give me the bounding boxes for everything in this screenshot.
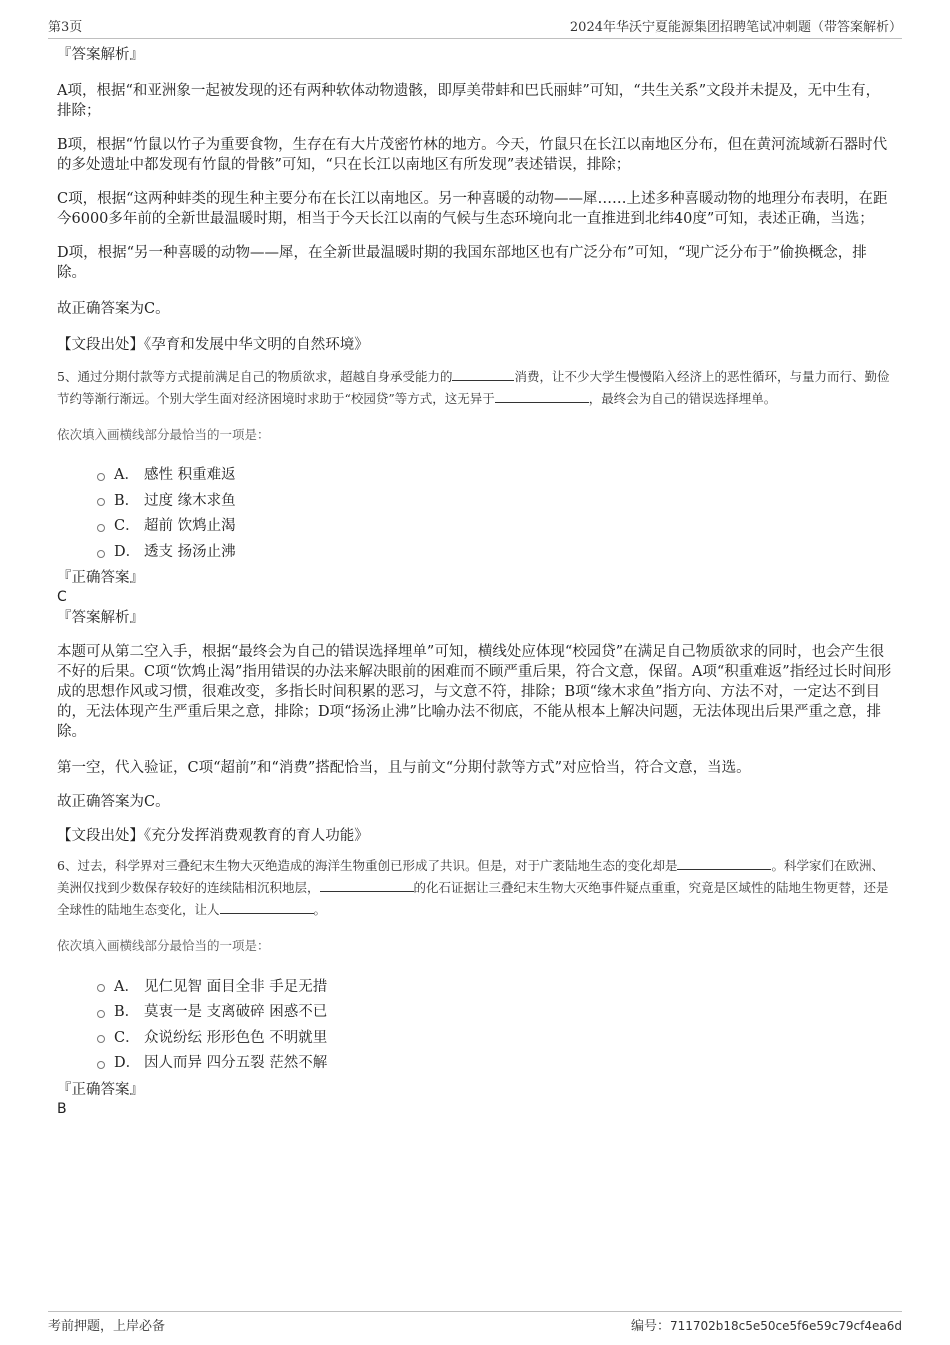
radio-icon[interactable] bbox=[97, 473, 105, 481]
radio-icon[interactable] bbox=[97, 1035, 105, 1043]
option-key: D． bbox=[114, 544, 141, 561]
option-key: B． bbox=[114, 492, 140, 509]
answer-blank bbox=[320, 878, 414, 892]
option-text: 感性 积重难返 bbox=[144, 467, 236, 484]
radio-icon[interactable] bbox=[97, 984, 105, 992]
code-label: 编号： bbox=[630, 1319, 670, 1334]
footer-code bbox=[631, 1315, 902, 1334]
question-text: 5、通过分期付款等方式提前满足自己的物质欲求，超越自身承受能力的 bbox=[57, 369, 453, 384]
page-footer bbox=[48, 1311, 902, 1334]
radio-icon[interactable] bbox=[97, 1061, 105, 1069]
analysis-paragraph: 第一空，代入验证，C项“超前”和“消费”搭配恰当，且与前文“分期付款等方式”对应恰当，符合文意，当选。 bbox=[57, 760, 751, 777]
answer-blank bbox=[452, 367, 514, 381]
answer-blank bbox=[495, 389, 589, 403]
question-instruction: 依次填入画横线部分最恰当的一项是： bbox=[57, 427, 270, 442]
analysis-tag: 『答案解析』 bbox=[57, 47, 144, 63]
option-key: C． bbox=[114, 1029, 140, 1046]
question-text: 6、过去，科学界对三叠纪末生物大灭绝造成的海洋生物重创已形成了共识。但是，对于广袤陆地生态的变化却是 bbox=[57, 858, 678, 874]
page-number: 第3页 bbox=[48, 20, 83, 35]
question-5-stem bbox=[57, 366, 893, 410]
answer-blank bbox=[677, 856, 771, 870]
analysis-paragraph: 本题可从第二空入手，根据“最终会为自己的错误选择埋单”可知，横线处应体现“校园贷”在满足自己物质欲求的同时，也会产生很不好的后果。C项“饮鸩止渴”指用错误的办法来解决眼前的困难而不顾严重后果，符合文意，保留。A项“积重难返”指经过长时间形成的思想作风或习惯，很难改变，多指长时间积累的恶习，与文意不符，排除；B项“缘木求鱼”指方向、方法不对，一定达不到目的，无法体现产生严重后果之意，排除；D项“扬汤止沸”比喻办法不彻底，不能从根本上解决问题，无法体现出后果严重之意，排除。 bbox=[57, 644, 892, 741]
question-5-options bbox=[97, 461, 893, 563]
answer-conclusion: 故正确答案为C。 bbox=[57, 301, 170, 317]
footer-slogan: 考前押题，上岸必备 bbox=[48, 1319, 166, 1334]
page-header bbox=[48, 16, 902, 39]
option-text: 众说纷纭 形形色色 不明就里 bbox=[144, 1029, 328, 1046]
option-b[interactable] bbox=[97, 487, 893, 513]
question-6-stem bbox=[57, 855, 893, 921]
radio-icon[interactable] bbox=[97, 498, 105, 506]
correct-answer-tag: 『正确答案』 bbox=[57, 570, 144, 587]
option-text: 过度 缘木求鱼 bbox=[144, 492, 236, 509]
option-c[interactable] bbox=[97, 512, 893, 538]
source-citation: 【文段出处】《充分发挥消费观教育的育人功能》 bbox=[57, 828, 369, 845]
option-c[interactable] bbox=[97, 1024, 893, 1050]
code-value: 711702b18c5e50ce5f6e59c79cf4ea6d bbox=[669, 1319, 902, 1333]
correct-answer-tag: 『正确答案』 bbox=[57, 1081, 144, 1098]
source-citation: 【文段出处】《孕育和发展中华文明的自然环境》 bbox=[57, 337, 369, 353]
radio-icon[interactable] bbox=[97, 524, 105, 532]
option-key: D． bbox=[114, 1055, 141, 1072]
page-content bbox=[57, 46, 893, 1119]
question-text: 消费，让不少大学生慢慢陷入经济上的恶性循环，与量力而行、勤俭节约等渐行渐远。个别大学生面对经济困境时求助于“校园贷”等方式，这无异于 bbox=[57, 369, 890, 406]
option-a[interactable] bbox=[97, 461, 893, 487]
answer-conclusion: 故正确答案为C。 bbox=[57, 794, 170, 811]
option-a[interactable] bbox=[97, 972, 893, 998]
question-text: ，最终会为自己的错误选择埋单。 bbox=[588, 391, 777, 406]
analysis-paragraph-b: B项，根据“竹鼠以竹子为重要食物，生存在有大片茂密竹林的地方。今天，竹鼠只在长江以南地区分布，但在黄河流域新石器时代的多处遗址中都发现有竹鼠的骨骸”可知，“只在长江以南地区有所发现”表述错误，排除； bbox=[57, 137, 888, 173]
option-text: 超前 饮鸩止渴 bbox=[144, 518, 236, 535]
option-text: 见仁见智 面目全非 手足无措 bbox=[144, 978, 328, 995]
radio-icon[interactable] bbox=[97, 550, 105, 558]
analysis-tag: 『答案解析』 bbox=[57, 610, 144, 627]
correct-answer: C bbox=[57, 589, 67, 606]
option-key: A． bbox=[114, 467, 139, 484]
option-key: C． bbox=[114, 518, 140, 535]
correct-answer: B bbox=[57, 1100, 67, 1117]
option-text: 莫衷一是 支离破碎 困惑不已 bbox=[144, 1004, 328, 1021]
answer-blank bbox=[220, 900, 314, 914]
analysis-paragraph-a: A项，根据“和亚洲象一起被发现的还有两种软体动物遗骸，即厚美带蚌和巴氏丽蚌”可知，“共生关系”文段并未提及，无中生有，排除； bbox=[57, 83, 881, 119]
option-key: A． bbox=[114, 978, 139, 995]
analysis-paragraph-c: C项，根据“这两种蚌类的现生种主要分布在长江以南地区。另一种喜暖的动物——犀……上述多种喜暖动物的地理分布表明，在距今6000多年前的全新世最温暖时期，相当于今天长江以南的气候与生态环境向北一直推进到北纬40度”可知，表述正确，当选； bbox=[57, 191, 888, 227]
question-text: 。科学家们在欧洲、美洲仅找到少数保存较好的连续陆相沉积地层， bbox=[57, 858, 884, 896]
option-d[interactable] bbox=[97, 538, 893, 564]
question-6-options bbox=[97, 972, 893, 1074]
option-text: 透支 扬汤止沸 bbox=[144, 544, 236, 561]
analysis-paragraph-d: D项，根据“另一种喜暖的动物——犀，在全新世最温暖时期的我国东部地区也有广泛分布”可知，“现广泛分布于”偷换概念，排除。 bbox=[57, 245, 867, 281]
question-instruction: 依次填入画横线部分最恰当的一项是： bbox=[57, 938, 270, 954]
radio-icon[interactable] bbox=[97, 1010, 105, 1018]
option-text: 因人而异 四分五裂 茫然不解 bbox=[144, 1055, 328, 1072]
option-d[interactable] bbox=[97, 1049, 893, 1075]
document-title: 2024年华沃宁夏能源集团招聘笔试冲刺题（带答案解析） bbox=[569, 20, 902, 35]
question-text: 。 bbox=[313, 902, 327, 918]
option-key: B． bbox=[114, 1004, 140, 1021]
question-text: 的化石证据让三叠纪末生物大灭绝事件疑点重重，究竟是区域性的陆地生物更替，还是全球性的陆地生态变化，让人 bbox=[57, 880, 889, 918]
option-b[interactable] bbox=[97, 998, 893, 1024]
